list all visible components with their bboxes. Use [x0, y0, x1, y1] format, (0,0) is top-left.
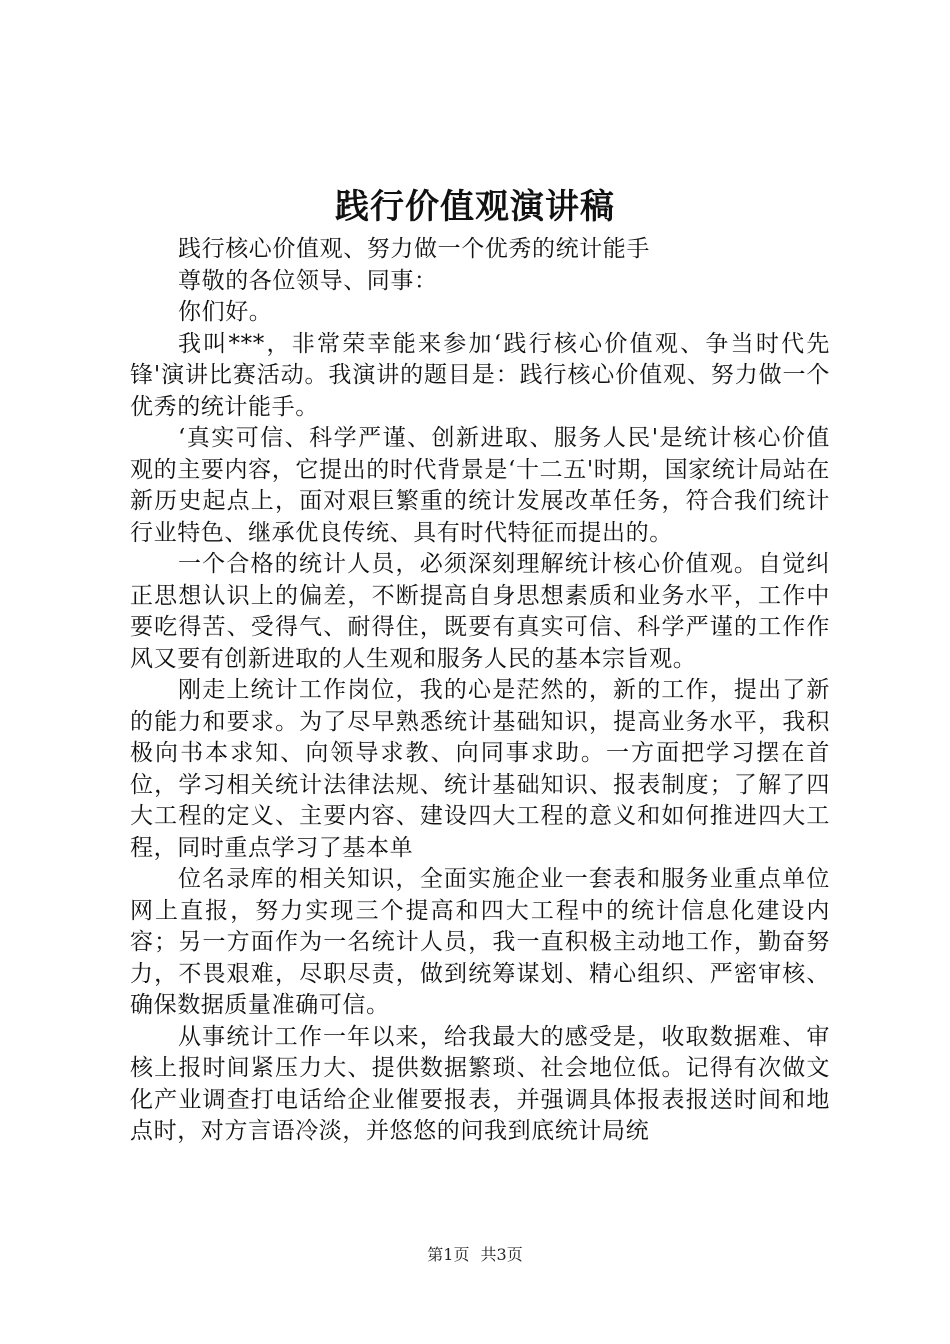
page-footer [0, 1243, 950, 1267]
paragraph-greeting: 你们好。 [178, 299, 273, 325]
paragraph-qualified-staff: 一个合格的统计人员，必须深刻理解统计核心价值观。自觉纠正思想认识上的偏差，不断提高自身思想素质和业务水平，工作中要吃得苦、受得气、耐得住，既要有真实可信、科学严谨的工作作风又要有创新进取的人生观和服务人民的基本宗旨观。 [130, 551, 830, 672]
document-body [130, 234, 830, 1148]
paragraph-introduction: 我叫***，非常荣幸能来参加‘践行核心价值观、争当时代先锋'演讲比赛活动。我演讲的题目是：践行核心价值观、努力做一个优秀的统计能手。 [130, 330, 830, 420]
paragraph-work-practice: 位名录库的相关知识，全面实施企业一套表和服务业重点单位网上直报，努力实现三个提高和四大工程中的统计信息化建设内容；另一方面作为一名统计人员，我一直积极主动地工作，勤奋努力，不畏艰难，尽职尽责，做到统筹谋划、精心组织、严密审核、确保数据质量准确可信。 [130, 866, 830, 1018]
paragraph-subtitle: 践行核心价值观、努力做一个优秀的统计能手 [178, 236, 650, 262]
paragraph-new-job: 刚走上统计工作岗位，我的心是茫然的，新的工作，提出了新的能力和要求。为了尽早熟悉统计基础知识，提高业务水平，我积极向书本求知、向领导求教、向同事求助。一方面把学习摆在首位，学习相关统计法律法规、统计基础知识、报表制度；了解了四大工程的定义、主要内容、建设四大工程的意义和如何推进四大工程，同时重点学习了基本单 [130, 677, 830, 861]
document-title: 践行价值观演讲稿 [335, 187, 615, 227]
paragraph-experience: 从事统计工作一年以来，给我最大的感受是，收取数据难、审核上报时间紧压力大、提供数据繁琐、社会地位低。记得有次做文化产业调查打电话给企业催要报表，并强调具体报表报送时间和地点时，对方言语冷淡，并悠悠的问我到底统计局统 [130, 1023, 830, 1144]
page-total: 共3页 [480, 1245, 523, 1264]
page-number: 第1页 [427, 1245, 470, 1264]
paragraph-salutation: 尊敬的各位领导、同事： [178, 267, 438, 294]
paragraph-core-values: ‘真实可信、科学严谨、创新进取、服务人民'是统计核心价值观的主要内容，它提出的时代背景是‘十二五'时期，国家统计局站在新历史起点上，面对艰巨繁重的统计发展改革任务，符合我们统计行业特色、继承优良传统、具有时代特征而提出的。 [130, 425, 830, 546]
